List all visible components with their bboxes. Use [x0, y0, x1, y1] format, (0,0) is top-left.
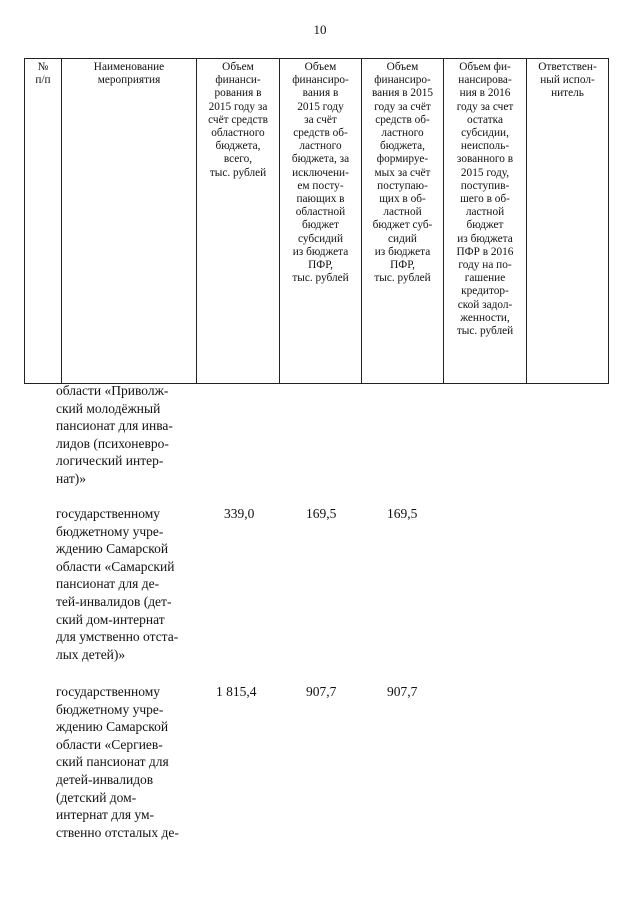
- row-name: области «Приволж- ский молодёжный пансионат для инва- лидов (психоневро- логический интер- нат)»: [56, 383, 173, 486]
- row-total: 1 815,4: [216, 684, 257, 699]
- header-cell-total-2015: Объем финанси- рования в 2015 году за счёт средств областного бюджета, всего, тыс. рублей: [197, 59, 280, 384]
- row-name: государственному бюджетному учре- ждению Самарской области «Сергиев- ский пансионат для детей-инвалидов (детский дом- интернат для ум- ственно отсталых де-: [56, 684, 179, 840]
- row-name: государственному бюджетному учре- ждению Самарской области «Самарский пансионат для де- тей-инвалидов (дет- ский дом-интернат для умственно отста- лых детей)»: [56, 506, 179, 662]
- row-total: 339,0: [224, 506, 255, 521]
- row-excluding-pfr: 907,7: [306, 684, 337, 699]
- row-pfr-subsidy: 169,5: [387, 506, 418, 521]
- header-cell-excluding-pfr-2015: Объем финансиро- вания в 2015 году за счёт средств об- ластного бюджета, за исключени- ем посту- пающих в областной бюджет субсидий из бюджета ПФР, тыс. рублей: [280, 59, 362, 384]
- row-pfr-subsidy: 907,7: [387, 684, 418, 699]
- header-cell-name: Наименование мероприятия: [62, 59, 197, 384]
- table-header: [24, 58, 609, 384]
- header-cell-number: № п/п: [25, 59, 62, 384]
- header-cell-responsible: Ответствен- ный испол- нитель: [527, 59, 609, 384]
- page-number: 10: [313, 22, 327, 37]
- header-cell-pfr-subsidy-2015: Объем финансиро- вания в 2015 году за счёт средств об- ластного бюджета, формируе- мых за счёт поступаю- щих в об- ластной бюджет суб- сидий из бюджета ПФР, тыс. рублей: [362, 59, 444, 384]
- row-excluding-pfr: 169,5: [306, 506, 337, 521]
- header-cell-pfr-remainder-2016: Объем фи- нансирова- ния в 2016 году за счет остатка субсидии, неисполь- зованного в 2015 году, поступив- шего в об- ластной бюджет из бюджета ПФР в 2016 году на по- гашение кредитор- ской задол- женности, тыс. рублей: [444, 59, 527, 384]
